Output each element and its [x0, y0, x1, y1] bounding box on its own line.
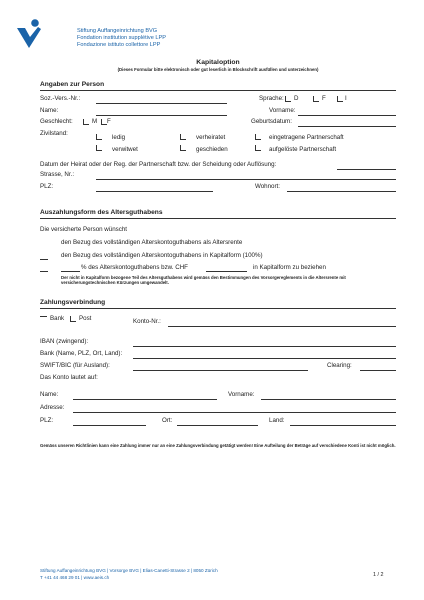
iban-field[interactable]: [133, 346, 396, 347]
payout-option-rent[interactable]: den Bezug des vollständigen Alterskontoguthabens als Altersrente: [61, 239, 243, 246]
bank-label: Bank: [50, 315, 65, 322]
bankname-field[interactable]: [133, 358, 396, 359]
payout-note: Der nicht in Kapitalform bezogene Teil des Altersguthabens wird gemäss den Bestimmungen des Vorsorgereglements in die Altersrente mit versicherungstechnischen Kürzungen umgewandelt.: [61, 275, 346, 285]
holder-name-label: Name:: [40, 391, 59, 398]
holder-country-field[interactable]: [290, 425, 396, 426]
page-subtitle: (Dieses Formular bitte elektronisch oder gut leserlich in Blockschrift ausfüllen und unterzeichnen): [117, 67, 319, 72]
logo-line-1: Stiftung Auffangeinrichtung BVG: [77, 28, 158, 34]
civil-married-label: verheiratet: [196, 134, 226, 141]
payout-intro: Die versicherte Person wünscht: [40, 226, 128, 233]
partial-end-label: in Kapitalform zu beziehen: [253, 264, 326, 271]
ahv-label: Soz.-Vers.-Nr.:: [40, 95, 81, 102]
holder-city-field[interactable]: [177, 425, 258, 426]
sex-label: Geschlecht:: [40, 118, 73, 125]
logo-line-2: Fondation institution supplétive LPP: [77, 35, 166, 41]
payout-option-capital: den Bezug des vollständigen Alterskontoguthabens in Kapitalform (100%): [61, 252, 263, 259]
payout-option-capital-checkbox[interactable]: [40, 259, 48, 260]
legal-note: Gemäss unseren Richtlinien kann eine Zahlung immer nur an eine Zahlungsverbindung getätigt werden! Eine Aufteilung der Beträge auf verschiedene Konti ist nicht möglich.: [40, 443, 396, 448]
bankname-label: Bank (Name, PLZ, Ort, Land):: [40, 350, 123, 357]
city-field[interactable]: [287, 191, 396, 192]
city-label: Wohnort:: [255, 183, 280, 190]
partial-chf-field[interactable]: [206, 271, 247, 272]
holder-country-label: Land:: [269, 417, 285, 424]
civil-divorced-checkbox[interactable]: [180, 145, 186, 151]
lang-i-checkbox[interactable]: [337, 96, 343, 102]
footer-contact: T +41 44 468 29 01 | www.aeis.ch: [40, 575, 110, 580]
logo-line-3: Fondazione istituto collettore LPP: [77, 42, 161, 48]
section-divider: [40, 218, 396, 219]
holder-firstname-label: Vorname:: [228, 391, 255, 398]
section-divider: [40, 308, 396, 309]
partial-percent-field[interactable]: [61, 271, 80, 272]
account-label: Konto-Nr.:: [133, 318, 161, 325]
lang-f-label: F: [322, 95, 326, 102]
name-label: Name:: [40, 107, 59, 114]
holder-zip-field[interactable]: [73, 425, 146, 426]
language-label: Sprache:: [259, 95, 284, 102]
civil-single-checkbox[interactable]: [96, 134, 102, 140]
page-title: Kapitaloption: [196, 59, 240, 66]
sex-f-label: F: [107, 118, 111, 125]
birthdate-label: Geburtsdatum:: [251, 118, 292, 125]
payout-option-partial-checkbox[interactable]: [40, 271, 48, 272]
street-field[interactable]: [96, 179, 396, 180]
account-field[interactable]: [168, 326, 396, 327]
person-star-logo-icon: [14, 18, 44, 50]
logo: [14, 18, 44, 50]
civil-single-label: ledig: [112, 134, 126, 141]
birthdate-field[interactable]: [298, 126, 396, 127]
holder-address-field[interactable]: [73, 412, 396, 413]
lang-d-label: D: [294, 95, 299, 102]
footer-address: Stiftung Auffangeinrichtung BVG | Vorsorge BVG | Elias-Canetti-Strasse 2 | 8050 Zürich: [40, 568, 218, 573]
firstname-field[interactable]: [298, 115, 396, 116]
clearing-label: Clearing:: [327, 362, 352, 369]
marriage-date-label: Datum der Heirat oder der Reg. der Partnerschaft bzw. der Scheidung oder Auflösung:: [40, 161, 277, 168]
bank-checkbox[interactable]: [40, 316, 47, 317]
civil-dissolved-label: aufgelöste Partnerschaft: [269, 146, 337, 153]
civil-dissolved-checkbox[interactable]: [255, 145, 261, 151]
section-divider: [40, 90, 396, 91]
section-heading-person: Angaben zur Person: [40, 81, 105, 88]
clearing-field[interactable]: [360, 370, 396, 371]
swift-field[interactable]: [133, 370, 308, 371]
post-checkbox[interactable]: [70, 316, 76, 322]
holder-city-label: Ort:: [162, 417, 173, 424]
name-field[interactable]: [96, 115, 227, 116]
civil-widowed-label: verwitwet: [112, 146, 138, 153]
ahv-field[interactable]: [96, 103, 227, 104]
swift-label: SWIFT/BIC (für Ausland):: [40, 362, 110, 369]
zip-label: PLZ:: [40, 183, 54, 190]
civil-married-checkbox[interactable]: [180, 134, 186, 140]
marriage-date-field[interactable]: [337, 169, 396, 170]
page-number: 1 / 2: [373, 572, 384, 578]
lang-i-label: I: [345, 95, 347, 102]
street-label: Strasse, Nr.:: [40, 171, 75, 178]
partial-percent-label: % des Alterskontoguthabens bzw. CHF: [81, 264, 188, 271]
iban-label: IBAN (zwingend):: [40, 338, 89, 345]
holder-address-label: Adresse:: [40, 404, 65, 411]
civil-widowed-checkbox[interactable]: [96, 145, 102, 151]
holder-firstname-field[interactable]: [261, 399, 396, 400]
civil-status-label: Zivilstand:: [40, 130, 68, 137]
firstname-label: Vorname:: [269, 107, 296, 114]
sex-m-label: M: [92, 118, 98, 125]
civil-partnership-label: eingetragene Partnerschaft: [269, 134, 344, 141]
lang-d-checkbox[interactable]: [285, 96, 291, 102]
lang-f-checkbox[interactable]: [313, 96, 319, 102]
civil-partnership-checkbox[interactable]: [255, 134, 261, 140]
section-heading-payout: Auszahlungsform des Altersguthabens: [40, 209, 163, 216]
zip-field[interactable]: [96, 191, 213, 192]
section-heading-payment: Zahlungsverbindung: [40, 299, 106, 306]
sex-m-checkbox[interactable]: [83, 119, 89, 125]
post-label: Post: [79, 315, 92, 322]
holder-name-field[interactable]: [73, 399, 217, 400]
holder-zip-label: PLZ:: [40, 417, 54, 424]
holder-label: Das Konto lautet auf:: [40, 374, 98, 381]
civil-divorced-label: geschieden: [196, 146, 228, 153]
